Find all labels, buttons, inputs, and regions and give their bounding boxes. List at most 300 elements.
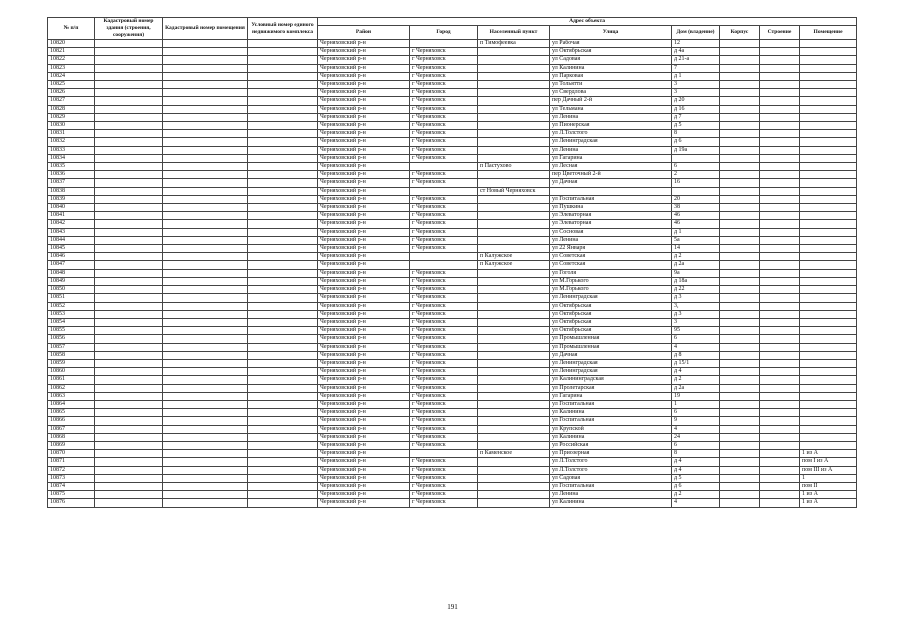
cell-city: г Черняховск <box>410 269 478 277</box>
cell-num: 10860 <box>48 368 95 376</box>
cell-num: 10859 <box>48 359 95 367</box>
cell-conditional-number <box>248 81 318 89</box>
cell-city: г Черняховск <box>410 72 478 80</box>
cell-house: 3, <box>672 302 720 310</box>
cell-cadastral-building <box>95 351 163 359</box>
cell-district: Черняховский р-н <box>318 294 410 302</box>
cell-conditional-number <box>248 113 318 121</box>
cell-city: г Черняховск <box>410 392 478 400</box>
cell-num: 10866 <box>48 417 95 425</box>
table-row <box>48 97 857 105</box>
cell-conditional-number <box>248 482 318 490</box>
cell-district: Черняховский р-н <box>318 302 410 310</box>
cell-korpus <box>720 163 760 171</box>
cell-num: 10830 <box>48 122 95 130</box>
cell-street: ул Октябрьская <box>550 327 672 335</box>
table-row <box>48 491 857 499</box>
cell-cadastral-building <box>95 417 163 425</box>
table-row <box>48 105 857 113</box>
cell-conditional-number <box>248 179 318 187</box>
cell-room <box>800 351 857 359</box>
cell-settlement: п Пастухово <box>478 163 550 171</box>
cell-district: Черняховский р-н <box>318 450 410 458</box>
cell-korpus <box>720 269 760 277</box>
cell-building <box>760 491 800 499</box>
cell-district: Черняховский р-н <box>318 368 410 376</box>
cell-room <box>800 335 857 343</box>
cell-house: д 19а <box>672 146 720 154</box>
cell-room: пом III из А <box>800 466 857 474</box>
cell-cadastral-room <box>163 450 248 458</box>
cell-district: Черняховский р-н <box>318 81 410 89</box>
cell-cadastral-room <box>163 97 248 105</box>
cell-house: 9а <box>672 269 720 277</box>
cell-house: д 22 <box>672 286 720 294</box>
cell-street: ул Октябрьская <box>550 302 672 310</box>
cell-house: 38 <box>672 204 720 212</box>
cell-cadastral-room <box>163 163 248 171</box>
cell-district: Черняховский р-н <box>318 384 410 392</box>
table-row <box>48 359 857 367</box>
cell-district: Черняховский р-н <box>318 425 410 433</box>
cell-num: 10828 <box>48 105 95 113</box>
cell-house: 3 <box>672 81 720 89</box>
cell-house: 6 <box>672 409 720 417</box>
cell-district: Черняховский р-н <box>318 351 410 359</box>
cell-cadastral-building <box>95 195 163 203</box>
cell-cadastral-room <box>163 212 248 220</box>
cell-cadastral-room <box>163 277 248 285</box>
cell-settlement <box>478 97 550 105</box>
cell-korpus <box>720 384 760 392</box>
cell-street: ул Свердлова <box>550 89 672 97</box>
cell-room <box>800 48 857 56</box>
cell-room <box>800 359 857 367</box>
cell-num: 10869 <box>48 441 95 449</box>
table-row <box>48 220 857 228</box>
cell-cadastral-room <box>163 433 248 441</box>
cell-room <box>800 327 857 335</box>
cell-street: ул Советская <box>550 261 672 269</box>
cell-cadastral-room <box>163 187 248 195</box>
cell-korpus <box>720 343 760 351</box>
cell-korpus <box>720 491 760 499</box>
cell-city: г Черняховск <box>410 491 478 499</box>
cell-cadastral-building <box>95 154 163 162</box>
cell-settlement <box>478 105 550 113</box>
cell-city: г Черняховск <box>410 228 478 236</box>
cell-settlement <box>478 335 550 343</box>
cell-korpus <box>720 138 760 146</box>
cell-district: Черняховский р-н <box>318 359 410 367</box>
cell-conditional-number <box>248 433 318 441</box>
cell-district: Черняховский р-н <box>318 130 410 138</box>
cell-conditional-number <box>248 400 318 408</box>
cell-room: 1 из А <box>800 450 857 458</box>
cell-num: 10863 <box>48 392 95 400</box>
cell-room <box>800 89 857 97</box>
cell-street: ул Гоголя <box>550 269 672 277</box>
cell-korpus <box>720 179 760 187</box>
table-row <box>48 187 857 195</box>
cell-room <box>800 277 857 285</box>
cell-street: ул Ленинградская <box>550 368 672 376</box>
cell-cadastral-building <box>95 64 163 72</box>
table-row <box>48 236 857 244</box>
table-row <box>48 335 857 343</box>
cell-room <box>800 294 857 302</box>
cell-korpus <box>720 56 760 64</box>
cell-cadastral-building <box>95 105 163 113</box>
table-row <box>48 310 857 318</box>
cell-conditional-number <box>248 236 318 244</box>
cell-district: Черняховский р-н <box>318 204 410 212</box>
cell-cadastral-building <box>95 466 163 474</box>
cell-cadastral-building <box>95 130 163 138</box>
cell-district: Черняховский р-н <box>318 236 410 244</box>
table-row <box>48 384 857 392</box>
cell-street: пер Цветочный 2-й <box>550 171 672 179</box>
table-row <box>48 318 857 326</box>
cell-house: 1 <box>672 400 720 408</box>
cell-settlement <box>478 466 550 474</box>
cell-num: 10857 <box>48 343 95 351</box>
cell-city: г Черняховск <box>410 236 478 244</box>
cell-cadastral-room <box>163 441 248 449</box>
cell-korpus <box>720 89 760 97</box>
cell-house <box>672 154 720 162</box>
cell-city: г Черняховск <box>410 327 478 335</box>
cell-district: Черняховский р-н <box>318 122 410 130</box>
cell-num: 10832 <box>48 138 95 146</box>
table-row <box>48 195 857 203</box>
cell-district: Черняховский р-н <box>318 64 410 72</box>
cell-city: г Черняховск <box>410 482 478 490</box>
cell-korpus <box>720 122 760 130</box>
cell-building <box>760 441 800 449</box>
cell-cadastral-room <box>163 81 248 89</box>
cell-district: Черняховский р-н <box>318 491 410 499</box>
cell-street: ул Госпитальная <box>550 482 672 490</box>
cell-city: г Черняховск <box>410 195 478 203</box>
cell-cadastral-building <box>95 113 163 121</box>
cell-korpus <box>720 335 760 343</box>
cell-conditional-number <box>248 48 318 56</box>
cell-num: 10829 <box>48 113 95 121</box>
cell-settlement <box>478 384 550 392</box>
cell-district: Черняховский р-н <box>318 286 410 294</box>
cell-cadastral-room <box>163 72 248 80</box>
table-row <box>48 64 857 72</box>
cell-num: 10876 <box>48 499 95 507</box>
cell-korpus <box>720 277 760 285</box>
cell-settlement <box>478 269 550 277</box>
cell-building <box>760 138 800 146</box>
cell-building <box>760 474 800 482</box>
cell-num: 10825 <box>48 81 95 89</box>
cell-conditional-number <box>248 392 318 400</box>
table-row <box>48 425 857 433</box>
cell-cadastral-building <box>95 327 163 335</box>
cell-conditional-number <box>248 318 318 326</box>
cell-building <box>760 351 800 359</box>
cell-street: ул Госпитальная <box>550 417 672 425</box>
cell-settlement <box>478 441 550 449</box>
cell-room <box>800 343 857 351</box>
cell-street: ул Л.Толстого <box>550 130 672 138</box>
cell-house: д 2 <box>672 253 720 261</box>
cell-house: 5а <box>672 236 720 244</box>
cell-cadastral-building <box>95 491 163 499</box>
cell-cadastral-building <box>95 146 163 154</box>
cell-conditional-number <box>248 450 318 458</box>
cell-cadastral-room <box>163 195 248 203</box>
cell-room <box>800 72 857 80</box>
cell-room: 1 из А <box>800 499 857 507</box>
cell-building <box>760 384 800 392</box>
header-street: Улица <box>550 26 672 40</box>
cell-building <box>760 450 800 458</box>
cell-korpus <box>720 499 760 507</box>
cell-korpus <box>720 376 760 384</box>
cell-street: ул Л.Толстого <box>550 466 672 474</box>
cell-korpus <box>720 72 760 80</box>
cell-building <box>760 359 800 367</box>
cell-settlement <box>478 474 550 482</box>
cell-conditional-number <box>248 163 318 171</box>
address-register-table <box>47 17 857 508</box>
cell-num: 10854 <box>48 318 95 326</box>
cell-settlement <box>478 343 550 351</box>
cell-conditional-number <box>248 122 318 130</box>
cell-cadastral-room <box>163 220 248 228</box>
cell-house: д 1 <box>672 72 720 80</box>
cell-settlement <box>478 433 550 441</box>
cell-conditional-number <box>248 466 318 474</box>
cell-cadastral-building <box>95 450 163 458</box>
header-korpus: Корпус <box>720 26 760 40</box>
cell-district: Черняховский р-н <box>318 154 410 162</box>
cell-num: 10861 <box>48 376 95 384</box>
cell-num: 10823 <box>48 64 95 72</box>
cell-district: Черняховский р-н <box>318 187 410 195</box>
cell-korpus <box>720 130 760 138</box>
cell-num: 10864 <box>48 400 95 408</box>
cell-street: ул Ленина <box>550 146 672 154</box>
cell-conditional-number <box>248 245 318 253</box>
cell-building <box>760 154 800 162</box>
table-row <box>48 441 857 449</box>
cell-street: ул Приозерная <box>550 450 672 458</box>
cell-num: 10842 <box>48 220 95 228</box>
cell-house: 95 <box>672 327 720 335</box>
cell-room: пом II <box>800 482 857 490</box>
cell-korpus <box>720 302 760 310</box>
cell-settlement <box>478 376 550 384</box>
cell-city: г Черняховск <box>410 351 478 359</box>
table-row <box>48 392 857 400</box>
cell-conditional-number <box>248 286 318 294</box>
cell-settlement: п Каменское <box>478 450 550 458</box>
cell-settlement <box>478 228 550 236</box>
cell-street: ул Ленина <box>550 236 672 244</box>
table-row <box>48 89 857 97</box>
cell-korpus <box>720 40 760 48</box>
cell-korpus <box>720 228 760 236</box>
cell-korpus <box>720 253 760 261</box>
cell-num: 10865 <box>48 409 95 417</box>
cell-settlement <box>478 286 550 294</box>
cell-settlement <box>478 48 550 56</box>
cell-street: ул Пушкина <box>550 204 672 212</box>
cell-room <box>800 384 857 392</box>
table-row <box>48 261 857 269</box>
cell-cadastral-room <box>163 458 248 466</box>
cell-conditional-number <box>248 327 318 335</box>
cell-street: ул Садовая <box>550 474 672 482</box>
cell-num: 10824 <box>48 72 95 80</box>
cell-num: 10851 <box>48 294 95 302</box>
cell-cadastral-room <box>163 56 248 64</box>
cell-korpus <box>720 458 760 466</box>
cell-city: г Черняховск <box>410 458 478 466</box>
cell-building <box>760 187 800 195</box>
cell-building <box>760 269 800 277</box>
cell-cadastral-room <box>163 48 248 56</box>
cell-settlement <box>478 327 550 335</box>
cell-korpus <box>720 286 760 294</box>
cell-cadastral-room <box>163 286 248 294</box>
table-row <box>48 122 857 130</box>
cell-num: 10838 <box>48 187 95 195</box>
cell-city <box>410 187 478 195</box>
cell-conditional-number <box>248 97 318 105</box>
cell-building <box>760 499 800 507</box>
cell-settlement <box>478 458 550 466</box>
cell-conditional-number <box>248 441 318 449</box>
table-row <box>48 327 857 335</box>
cell-cadastral-room <box>163 335 248 343</box>
cell-korpus <box>720 97 760 105</box>
cell-settlement <box>478 368 550 376</box>
cell-street: ул Пионерская <box>550 122 672 130</box>
cell-num: 10822 <box>48 56 95 64</box>
cell-cadastral-room <box>163 154 248 162</box>
cell-settlement <box>478 122 550 130</box>
cell-city: г Черняховск <box>410 384 478 392</box>
cell-district: Черняховский р-н <box>318 195 410 203</box>
cell-building <box>760 318 800 326</box>
cell-district: Черняховский р-н <box>318 97 410 105</box>
table-row <box>48 154 857 162</box>
cell-building <box>760 277 800 285</box>
cell-building <box>760 212 800 220</box>
cell-building <box>760 327 800 335</box>
cell-num: 10853 <box>48 310 95 318</box>
cell-settlement <box>478 204 550 212</box>
cell-city: г Черняховск <box>410 89 478 97</box>
table-row <box>48 269 857 277</box>
cell-cadastral-building <box>95 335 163 343</box>
table-row <box>48 450 857 458</box>
cell-street: ул Гагарина <box>550 392 672 400</box>
cell-settlement <box>478 171 550 179</box>
cell-cadastral-building <box>95 236 163 244</box>
cell-district: Черняховский р-н <box>318 40 410 48</box>
cell-num: 10826 <box>48 89 95 97</box>
cell-cadastral-room <box>163 130 248 138</box>
cell-city: г Черняховск <box>410 294 478 302</box>
cell-house: 8 <box>672 450 720 458</box>
cell-street: ул Рабочая <box>550 40 672 48</box>
cell-street: пер Дачный 2-й <box>550 97 672 105</box>
cell-room: 1 <box>800 474 857 482</box>
cell-city <box>410 253 478 261</box>
cell-conditional-number <box>248 474 318 482</box>
cell-cadastral-room <box>163 368 248 376</box>
header-district: Район <box>318 26 410 40</box>
cell-city: г Черняховск <box>410 179 478 187</box>
cell-cadastral-room <box>163 89 248 97</box>
cell-cadastral-building <box>95 48 163 56</box>
cell-street: ул Сосновая <box>550 228 672 236</box>
cell-num: 10840 <box>48 204 95 212</box>
cell-num: 10837 <box>48 179 95 187</box>
cell-conditional-number <box>248 146 318 154</box>
cell-settlement <box>478 425 550 433</box>
cell-conditional-number <box>248 261 318 269</box>
cell-house: д 2а <box>672 261 720 269</box>
table-row <box>48 228 857 236</box>
cell-conditional-number <box>248 359 318 367</box>
cell-street: ул М.Горького <box>550 277 672 285</box>
cell-house: 24 <box>672 433 720 441</box>
table-row <box>48 113 857 121</box>
table-row <box>48 245 857 253</box>
cell-district: Черняховский р-н <box>318 163 410 171</box>
cell-cadastral-building <box>95 56 163 64</box>
cell-conditional-number <box>248 499 318 507</box>
cell-korpus <box>720 310 760 318</box>
cell-conditional-number <box>248 212 318 220</box>
cell-city: г Черняховск <box>410 204 478 212</box>
document-sheet <box>47 17 856 508</box>
cell-building <box>760 310 800 318</box>
cell-cadastral-building <box>95 122 163 130</box>
cell-building <box>760 376 800 384</box>
cell-street: ул 22 Января <box>550 245 672 253</box>
cell-city: г Черняховск <box>410 171 478 179</box>
cell-settlement <box>478 302 550 310</box>
cell-district: Черняховский р-н <box>318 409 410 417</box>
cell-cadastral-room <box>163 236 248 244</box>
cell-num: 10858 <box>48 351 95 359</box>
cell-district: Черняховский р-н <box>318 458 410 466</box>
cell-settlement <box>478 400 550 408</box>
cell-district: Черняховский р-н <box>318 245 410 253</box>
cell-cadastral-building <box>95 384 163 392</box>
cell-room <box>800 253 857 261</box>
header-room: Помещение <box>800 26 857 40</box>
table-row <box>48 409 857 417</box>
cell-city: г Черняховск <box>410 212 478 220</box>
cell-korpus <box>720 392 760 400</box>
cell-korpus <box>720 433 760 441</box>
cell-house: 2 <box>672 171 720 179</box>
cell-cadastral-building <box>95 433 163 441</box>
cell-cadastral-building <box>95 187 163 195</box>
cell-house: 4 <box>672 499 720 507</box>
